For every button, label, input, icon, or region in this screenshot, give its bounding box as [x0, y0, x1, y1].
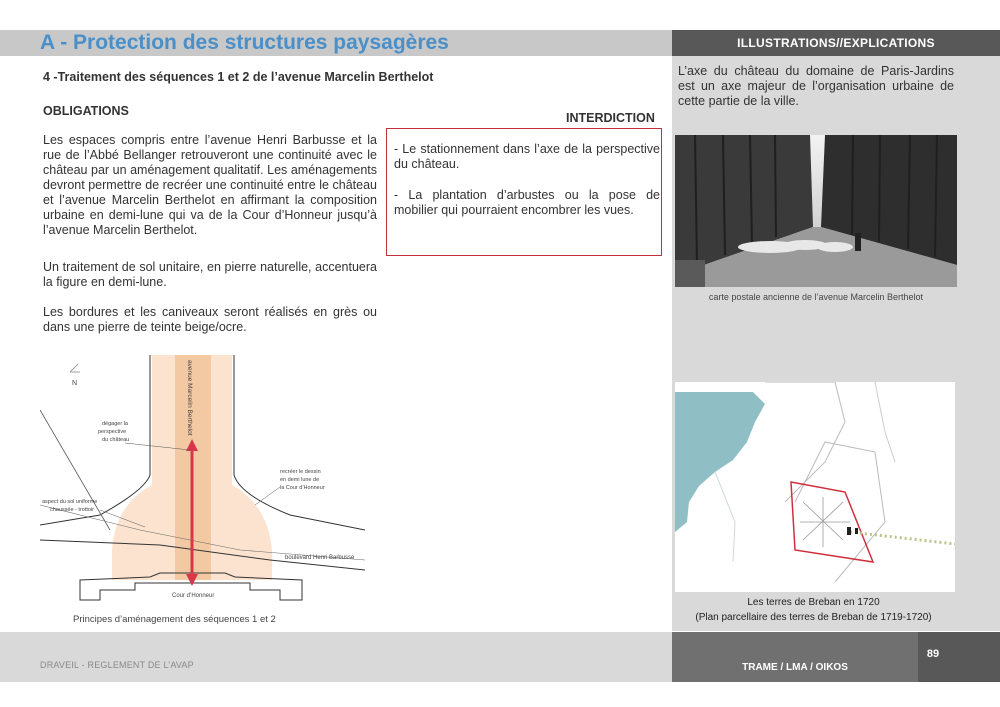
- plan-note: en demi lune de: [280, 477, 320, 483]
- obligations-heading: OBLIGATIONS: [43, 104, 129, 118]
- breban-map: [675, 382, 955, 592]
- photo-caption: carte postale ancienne de l’avenue Marcelin Berthelot: [708, 292, 924, 302]
- plan-note: du château: [102, 437, 130, 443]
- plan-note: perspective: [98, 429, 127, 435]
- interdiction-item: - La plantation d’arbustes ou la pose de mobilier qui pourraient encombrer les vues.: [394, 188, 660, 217]
- footer-mid: [672, 632, 918, 682]
- obligation-paragraph: Un traitement de sol unitaire, en pierre naturelle, accentuera la figure en demi-lune.: [43, 260, 377, 289]
- footer-left: [0, 632, 672, 682]
- section-subtitle: 4 -Traitement des séquences 1 et 2 de l’avenue Marcelin Berthelot: [43, 70, 434, 84]
- plan-note: recréer le dessin: [280, 469, 321, 475]
- plan-caption: Principes d’aménagement des séquences 1 et 2: [73, 614, 276, 625]
- interdiction-heading: INTERDICTION: [566, 111, 655, 125]
- side-header: ILLUSTRATIONS//EXPLICATIONS: [672, 30, 1000, 56]
- plan-note: aspect du sol uniforme: [42, 499, 98, 505]
- page-number: 89: [926, 648, 940, 660]
- avenue-label: avenue Marcelin Berthelot: [186, 360, 193, 436]
- map-caption-title: Les terres de Breban en 1720: [747, 597, 880, 608]
- plan-note: chaussée - trottoir: [50, 507, 95, 513]
- footer-brand: TRAME / LMA / OIKOS: [742, 662, 848, 673]
- north-label: N: [72, 380, 78, 387]
- obligation-paragraph: Les bordures et les caniveaux seront réalisés en grès ou dans une pierre de teinte beige/ocre.: [43, 305, 377, 334]
- plan-note: dégager la: [102, 421, 128, 427]
- amenagement-plan: [40, 355, 365, 610]
- cour-label: Cour d’Honneur: [172, 593, 215, 599]
- postcard-photo: [675, 135, 957, 287]
- sidebar-text: L’axe du château du domaine de Paris-Jardins est un axe majeur de l’organisation urbaine de cette partie de la ville.: [678, 64, 954, 108]
- map-caption-source: (Plan parcellaire des terres de Breban de 1719-1720): [695, 612, 932, 623]
- plan-note: la Cour d’Honneur: [280, 485, 325, 491]
- page-title: A - Protection des structures paysagères: [40, 31, 449, 54]
- interdiction-item: - Le stationnement dans l’axe de la perspective du château.: [394, 142, 660, 171]
- boulevard-label: boulevard Henri Barbusse: [285, 555, 355, 561]
- footer-document-title: DRAVEIL - REGLEMENT DE L’AVAP: [40, 660, 194, 670]
- obligation-paragraph: Les espaces compris entre l’avenue Henri Barbusse et la rue de l’Abbé Bellanger retrouveront une continuité avec le château par un aménagement qualitatif. Les aménagements devront permettre de recréer une continuité entre le château et l’avenue Marcelin Berthelot en affirmant la composition urbaine en demi-lune qui va de la Cour d’Honneur jusqu’à l’avenue Marcelin Berthelot.: [43, 133, 377, 237]
- north-arrow-icon: [70, 364, 78, 372]
